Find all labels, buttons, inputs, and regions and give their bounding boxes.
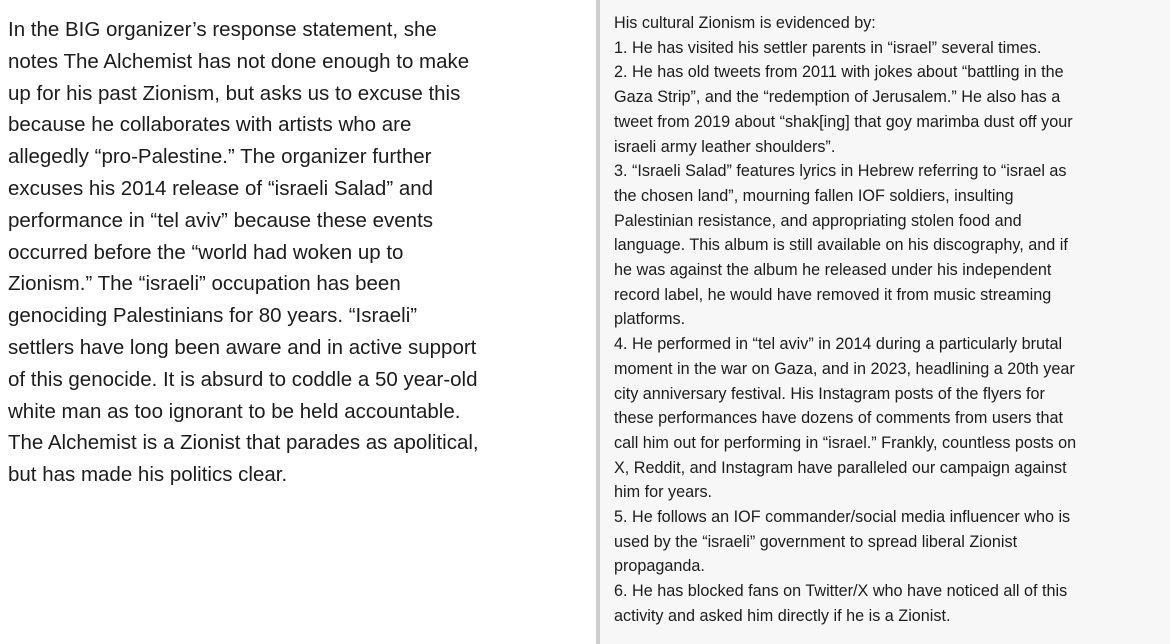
right-evidence-panel [600, 0, 1170, 644]
right-text-line: he was against the album he released under his independent [614, 261, 1052, 280]
left-text-line: excuses his 2014 release of “israeli Salad” and [8, 176, 434, 200]
right-text-line: the chosen land”, mourning fallen IOF soldiers, insulting [614, 186, 1014, 205]
left-text-line: settlers have long been aware and in active support [8, 335, 477, 359]
left-statement-text [8, 14, 580, 491]
right-text-line: 1. He has visited his settler parents in “israel” several times. [614, 38, 1042, 57]
right-text-line: His cultural Zionism is evidenced by: [614, 14, 876, 32]
left-text-line: up for his past Zionism, but asks us to excuse this [8, 81, 461, 105]
left-text-line: genociding Palestinians for 80 years. “Israeli” [8, 304, 418, 328]
left-text-line: but has made his politics clear. [8, 463, 288, 487]
right-text-line: call him out for performing in “israel.” Frankly, countless posts on [614, 433, 1077, 452]
left-text-line: In the BIG organizer’s response statement, she [8, 18, 437, 41]
right-text-line: tweet from 2019 about “shak[ing] that goy marimba dust off your [614, 112, 1073, 131]
right-text-line: Palestinian resistance, and appropriating stolen food and [614, 211, 1022, 230]
right-text-line: israeli army leather shoulders”. [614, 137, 836, 156]
right-text-line: 2. He has old tweets from 2011 with jokes about “battling in the [614, 63, 1064, 82]
right-text-line: used by the “israeli” government to spread liberal Zionist [614, 532, 1018, 551]
right-text-line: 4. He performed in “tel aviv” in 2014 during a particularly brutal [614, 335, 1063, 354]
left-text-line: of this genocide. It is absurd to coddle a 50 year-old [8, 367, 478, 391]
left-text-line: Zionism.” The “israeli” occupation has been [8, 272, 401, 296]
right-text-line: moment in the war on Gaza, and in 2023, headlining a 20th year [614, 359, 1075, 378]
right-text-line: 3. “Israeli Salad” features lyrics in Hebrew referring to “israel as [614, 162, 1067, 181]
left-text-line: allegedly “pro-Palestine.” The organizer further [8, 145, 432, 169]
right-text-line: these performances have dozens of comments from users that [614, 409, 1063, 428]
right-text-line: 5. He follows an IOF commander/social media influencer who is [614, 508, 1071, 527]
right-evidence-text [614, 11, 1166, 629]
left-text-line: white man as too ignorant to be held accountable. [8, 399, 461, 423]
left-text-line: notes The Alchemist has not done enough to make [8, 49, 470, 73]
left-text-line: performance in “tel aviv” because these events [8, 208, 434, 232]
right-text-line: Gaza Strip”, and the “redemption of Jerusalem.” He also has a [614, 88, 1061, 107]
left-text-line: occurred before the “world had woken up to [8, 240, 404, 264]
right-text-line: activity and asked him directly if he is a Zionist. [614, 606, 951, 625]
left-text-line: The Alchemist is a Zionist that parades as apolitical, [8, 431, 479, 455]
right-text-line: record label, he would have removed it from music streaming [614, 285, 1052, 304]
right-text-line: city anniversary festival. His Instagram posts of the flyers for [614, 384, 1045, 403]
right-text-line: platforms. [614, 310, 686, 329]
left-text-line: because he collaborates with artists who are [8, 113, 412, 137]
right-text-line: propaganda. [614, 557, 705, 576]
right-text-line: him for years. [614, 483, 713, 502]
right-text-line: 6. He has blocked fans on Twitter/X who have noticed all of this [614, 582, 1068, 601]
right-text-line: X, Reddit, and Instagram have paralleled our campaign against [614, 458, 1067, 477]
right-text-line: language. This album is still available on his discography, and if [614, 236, 1068, 255]
